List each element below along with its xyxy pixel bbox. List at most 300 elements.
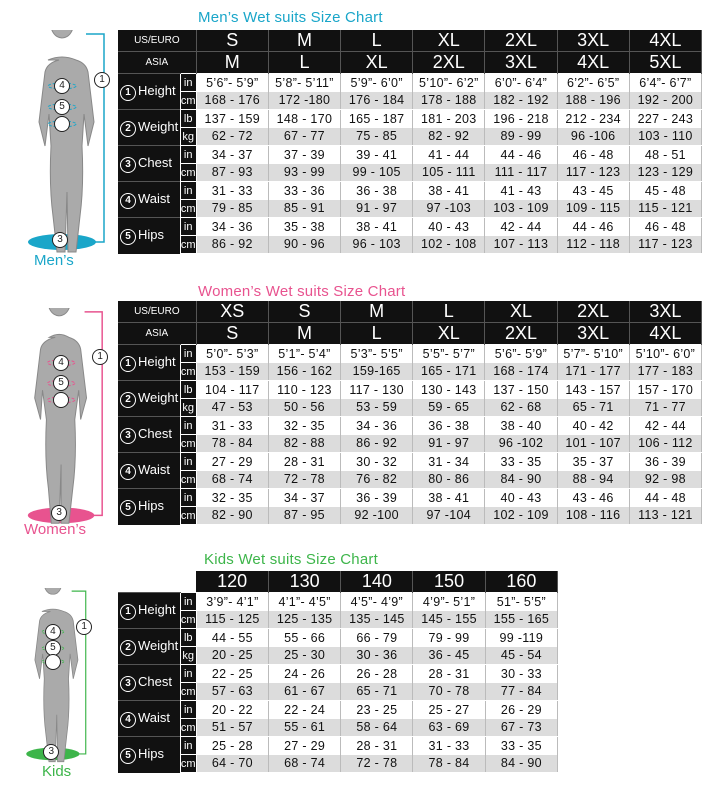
size-value-cell: 105 - 111: [413, 164, 485, 182]
body-silhouette-icon: [20, 588, 130, 768]
body-silhouette-icon: [20, 30, 130, 260]
size-value-cell: 82 - 88: [268, 435, 340, 453]
size-value-cell: 145 - 155: [413, 611, 485, 629]
size-value-cell: 51”- 5’5”: [485, 593, 557, 611]
size-value-cell: 64 - 70: [196, 755, 268, 773]
men-section: [0, 0, 726, 270]
size-value-cell: 103 - 109: [485, 200, 557, 218]
size-value-cell: 58 - 64: [341, 719, 413, 737]
size-value-cell: 59 - 65: [413, 399, 485, 417]
size-value-cell: 177 - 183: [629, 363, 701, 381]
women-section: [0, 270, 726, 540]
size-value-cell: 37 - 39: [268, 146, 340, 164]
size-value-cell: 53 - 59: [341, 399, 413, 417]
size-value-cell: 34 - 36: [196, 218, 268, 236]
table-row: [118, 417, 702, 435]
size-value-cell: 50 - 56: [268, 399, 340, 417]
table-row: [118, 471, 702, 489]
size-value-cell: 192 - 200: [629, 92, 701, 110]
size-value-cell: 5’5”- 5’7”: [413, 345, 485, 363]
size-value-cell: 55 - 66: [268, 629, 340, 647]
size-header-cell: 130: [268, 571, 340, 593]
size-value-cell: 5’8”- 5’11”: [268, 74, 340, 92]
measurement-label: [118, 381, 180, 417]
size-value-cell: 33 - 35: [485, 737, 557, 755]
size-value-cell: 172 -180: [268, 92, 340, 110]
measurement-label: [118, 146, 180, 182]
size-value-cell: 6’4”- 6’7”: [629, 74, 701, 92]
measurement-name: Weight: [138, 118, 179, 134]
size-value-cell: 89 - 99: [485, 128, 557, 146]
size-value-cell: 148 - 170: [268, 110, 340, 128]
height-bracket: [85, 312, 103, 515]
size-value-cell: 92 -100: [341, 507, 413, 525]
asia-size-cell: 4XL: [557, 52, 629, 74]
size-value-cell: 5’6”- 5’9”: [196, 74, 268, 92]
table-row: [118, 737, 558, 755]
unit-label: cm: [180, 164, 196, 182]
size-header-label: US/EURO: [118, 30, 196, 52]
men-figure: [20, 30, 130, 260]
measurement-name: Chest: [138, 673, 172, 689]
size-value-cell: 5’3”- 5’5”: [341, 345, 413, 363]
unit-label: in: [180, 453, 196, 471]
asia-size-cell: 2XL: [485, 323, 557, 345]
size-value-cell: 79 - 99: [413, 629, 485, 647]
size-value-cell: 47 - 53: [196, 399, 268, 417]
marker-undefined-icon: [54, 116, 70, 132]
body-shape: [39, 30, 94, 252]
size-value-cell: 44 - 55: [196, 629, 268, 647]
size-value-cell: 107 - 113: [485, 236, 557, 254]
kids-figure: [20, 588, 130, 768]
size-value-cell: 34 - 37: [196, 146, 268, 164]
size-value-cell: 6’2”- 6’5”: [557, 74, 629, 92]
measurement-number-icon: 3: [120, 676, 136, 692]
measurement-name: Chest: [138, 425, 172, 441]
measurement-number-icon: 3: [120, 157, 136, 173]
size-value-cell: 115 - 121: [629, 200, 701, 218]
measurement-label: [118, 417, 180, 453]
size-value-cell: 93 - 99: [268, 164, 340, 182]
measurement-number-icon: 5: [120, 229, 136, 245]
asia-size-cell: 3XL: [557, 323, 629, 345]
measurement-name: Height: [138, 601, 176, 617]
asia-size-cell: M: [196, 52, 268, 74]
size-value-cell: 40 - 42: [557, 417, 629, 435]
size-value-cell: 43 - 45: [557, 182, 629, 200]
size-value-cell: 99 - 105: [341, 164, 413, 182]
size-value-cell: 40 - 43: [485, 489, 557, 507]
size-value-cell: 102 - 108: [413, 236, 485, 254]
size-value-cell: 88 - 94: [557, 471, 629, 489]
unit-label: in: [180, 182, 196, 200]
table-row: [118, 435, 702, 453]
measurement-number-icon: 4: [120, 712, 136, 728]
size-value-cell: 20 - 22: [196, 701, 268, 719]
size-value-cell: 55 - 61: [268, 719, 340, 737]
unit-label: in: [180, 74, 196, 92]
table-row: [118, 218, 702, 236]
size-value-cell: 168 - 174: [485, 363, 557, 381]
size-value-cell: 91 - 97: [341, 200, 413, 218]
measurement-label: [118, 737, 180, 773]
size-value-cell: 4’9”- 5’1”: [413, 593, 485, 611]
size-value-cell: 110 - 123: [268, 381, 340, 399]
asia-size-cell: S: [196, 323, 268, 345]
size-value-cell: 84 - 90: [485, 755, 557, 773]
size-value-cell: 28 - 31: [268, 453, 340, 471]
size-header-label: US/EURO: [118, 301, 196, 323]
unit-label: in: [180, 665, 196, 683]
size-header-cell: XL: [485, 301, 557, 323]
men-figure-label: Men’s: [34, 252, 74, 269]
size-value-cell: 97 -104: [413, 507, 485, 525]
size-value-cell: 117 - 123: [629, 236, 701, 254]
measurement-label: [118, 629, 180, 665]
size-value-cell: 44 - 46: [557, 218, 629, 236]
size-value-cell: 30 - 36: [341, 647, 413, 665]
size-value-cell: 109 - 115: [557, 200, 629, 218]
size-value-cell: 143 - 157: [557, 381, 629, 399]
measurement-name: Hips: [138, 497, 165, 513]
size-value-cell: 165 - 187: [341, 110, 413, 128]
size-value-cell: 63 - 69: [413, 719, 485, 737]
size-value-cell: 103 - 110: [629, 128, 701, 146]
size-value-cell: 155 - 165: [485, 611, 557, 629]
size-value-cell: 188 - 196: [557, 92, 629, 110]
size-value-cell: 6’0”- 6’4”: [485, 74, 557, 92]
table-row: [118, 200, 702, 218]
size-value-cell: 85 - 91: [268, 200, 340, 218]
size-value-cell: 80 - 86: [413, 471, 485, 489]
size-value-cell: 35 - 38: [268, 218, 340, 236]
size-value-cell: 79 - 85: [196, 200, 268, 218]
size-value-cell: 70 - 78: [413, 683, 485, 701]
size-value-cell: 66 - 79: [341, 629, 413, 647]
size-value-cell: 71 - 77: [629, 399, 701, 417]
unit-label: lb: [180, 629, 196, 647]
unit-label: in: [180, 701, 196, 719]
size-value-cell: 101 - 107: [557, 435, 629, 453]
size-value-cell: 78 - 84: [196, 435, 268, 453]
size-value-cell: 38 - 40: [485, 417, 557, 435]
table-row: [118, 399, 702, 417]
unit-label: cm: [180, 92, 196, 110]
size-value-cell: 23 - 25: [341, 701, 413, 719]
size-value-cell: 5’1”- 5’4”: [268, 345, 340, 363]
table-row: [118, 665, 558, 683]
size-value-cell: 86 - 92: [196, 236, 268, 254]
women-size-table: [118, 301, 702, 525]
marker-undefined-icon: [53, 392, 69, 408]
measurement-name: Waist: [138, 190, 171, 206]
size-value-cell: 32 - 35: [268, 417, 340, 435]
size-header-cell: S: [268, 301, 340, 323]
size-value-cell: 51 - 57: [196, 719, 268, 737]
size-value-cell: 76 - 82: [341, 471, 413, 489]
size-header-cell: M: [341, 301, 413, 323]
size-value-cell: 135 - 145: [341, 611, 413, 629]
asia-size-cell: 3XL: [485, 52, 557, 74]
size-value-cell: 87 - 95: [268, 507, 340, 525]
size-value-cell: 82 - 92: [413, 128, 485, 146]
unit-label: cm: [180, 507, 196, 525]
size-value-cell: 96 -102: [485, 435, 557, 453]
unit-label: kg: [180, 647, 196, 665]
size-value-cell: 38 - 41: [341, 218, 413, 236]
size-header-cell: M: [268, 30, 340, 52]
size-value-cell: 42 - 44: [629, 417, 701, 435]
size-value-cell: 104 - 117: [196, 381, 268, 399]
size-value-cell: 5’6”- 5’9”: [485, 345, 557, 363]
size-value-cell: 86 - 92: [341, 435, 413, 453]
men-size-table: [118, 30, 702, 254]
size-value-cell: 5’0”- 5’3”: [196, 345, 268, 363]
table-row: [118, 182, 702, 200]
size-value-cell: 5’9”- 6’0”: [341, 74, 413, 92]
size-value-cell: 39 - 41: [341, 146, 413, 164]
size-value-cell: 20 - 25: [196, 647, 268, 665]
table-row: [118, 683, 558, 701]
size-value-cell: 67 - 73: [485, 719, 557, 737]
size-value-cell: 32 - 35: [196, 489, 268, 507]
unit-label: cm: [180, 200, 196, 218]
marker-1-icon: 1: [76, 619, 92, 635]
size-value-cell: 44 - 46: [485, 146, 557, 164]
measurement-number-icon: 5: [120, 500, 136, 516]
kids-figure-label: Kids: [42, 763, 72, 780]
table-row: [118, 128, 702, 146]
size-value-cell: 130 - 143: [413, 381, 485, 399]
unit-label: in: [180, 218, 196, 236]
size-value-cell: 168 - 176: [196, 92, 268, 110]
marker-4-icon: 4: [45, 624, 61, 640]
table-row: [118, 647, 558, 665]
size-value-cell: 26 - 29: [485, 701, 557, 719]
size-value-cell: 68 - 74: [196, 471, 268, 489]
size-header-cell: 120: [196, 571, 268, 593]
size-value-cell: 28 - 31: [413, 665, 485, 683]
measurement-name: Waist: [138, 709, 171, 725]
size-value-cell: 41 - 44: [413, 146, 485, 164]
size-value-cell: 77 - 84: [485, 683, 557, 701]
measurement-name: Hips: [138, 745, 165, 761]
size-value-cell: 165 - 171: [413, 363, 485, 381]
size-header-cell: 2XL: [557, 301, 629, 323]
size-value-cell: 113 - 121: [629, 507, 701, 525]
unit-label: kg: [180, 128, 196, 146]
size-value-cell: 112 - 118: [557, 236, 629, 254]
size-value-cell: 92 - 98: [629, 471, 701, 489]
size-value-cell: 181 - 203: [413, 110, 485, 128]
size-value-cell: 72 - 78: [341, 755, 413, 773]
size-value-cell: 34 - 37: [268, 489, 340, 507]
table-row: [118, 92, 702, 110]
unit-label: lb: [180, 110, 196, 128]
size-header-cell: XL: [413, 30, 485, 52]
size-value-cell: 87 - 93: [196, 164, 268, 182]
size-value-cell: 171 - 177: [557, 363, 629, 381]
size-value-cell: 96 - 103: [341, 236, 413, 254]
women-chart-title: Women’s Wet suits Size Chart: [198, 283, 406, 300]
measurement-label: [118, 74, 180, 110]
size-value-cell: 62 - 68: [485, 399, 557, 417]
women-figure-label: Women’s: [24, 521, 86, 538]
size-value-cell: 68 - 74: [268, 755, 340, 773]
body-shape: [35, 308, 87, 523]
size-value-cell: 97 -103: [413, 200, 485, 218]
marker-5-icon: 5: [53, 375, 69, 391]
unit-label: in: [180, 737, 196, 755]
size-header-cell: 3XL: [629, 301, 701, 323]
measurement-number-icon: 1: [120, 85, 136, 101]
marker-5-icon: 5: [54, 99, 70, 115]
size-value-cell: 34 - 36: [341, 417, 413, 435]
unit-label: lb: [180, 381, 196, 399]
size-value-cell: 28 - 31: [341, 737, 413, 755]
size-header-cell: 140: [341, 571, 413, 593]
asia-size-cell: L: [341, 323, 413, 345]
size-value-cell: 31 - 34: [413, 453, 485, 471]
size-value-cell: 33 - 35: [485, 453, 557, 471]
size-value-cell: 111 - 117: [485, 164, 557, 182]
size-value-cell: 36 - 38: [413, 417, 485, 435]
size-value-cell: 46 - 48: [557, 146, 629, 164]
unit-label: cm: [180, 755, 196, 773]
size-value-cell: 176 - 184: [341, 92, 413, 110]
size-value-cell: 91 - 97: [413, 435, 485, 453]
measurement-number-icon: 2: [120, 392, 136, 408]
kids-chart-title: Kids Wet suits Size Chart: [204, 551, 378, 568]
size-value-cell: 115 - 125: [196, 611, 268, 629]
size-value-cell: 46 - 48: [629, 218, 701, 236]
marker-undefined-icon: [45, 654, 61, 670]
size-value-cell: 41 - 43: [485, 182, 557, 200]
size-value-cell: 36 - 39: [629, 453, 701, 471]
table-row: [118, 74, 702, 92]
men-chart-title: Men’s Wet suits Size Chart: [198, 9, 383, 26]
size-value-cell: 67 - 77: [268, 128, 340, 146]
size-value-cell: 84 - 90: [485, 471, 557, 489]
unit-label: cm: [180, 471, 196, 489]
size-value-cell: 25 - 27: [413, 701, 485, 719]
size-value-cell: 31 - 33: [196, 182, 268, 200]
size-value-cell: 61 - 67: [268, 683, 340, 701]
size-value-cell: 3’9”- 4’1”: [196, 593, 268, 611]
marker-3-icon: 3: [51, 505, 67, 521]
body-silhouette-icon: [20, 308, 130, 533]
size-header-cell: L: [341, 30, 413, 52]
table-row: [118, 611, 558, 629]
size-header-cell: 4XL: [629, 30, 701, 52]
size-value-cell: 78 - 84: [413, 755, 485, 773]
table-row: [118, 755, 558, 773]
measurement-name: Chest: [138, 154, 172, 170]
table-row: [118, 593, 558, 611]
size-header-cell: L: [413, 301, 485, 323]
size-value-cell: 156 - 162: [268, 363, 340, 381]
asia-size-cell: M: [268, 323, 340, 345]
measurement-name: Weight: [138, 389, 179, 405]
size-value-cell: 38 - 41: [413, 489, 485, 507]
unit-label: cm: [180, 683, 196, 701]
unit-label: cm: [180, 236, 196, 254]
measurement-label: [118, 182, 180, 218]
size-value-cell: 65 - 71: [557, 399, 629, 417]
size-value-cell: 137 - 159: [196, 110, 268, 128]
size-value-cell: 40 - 43: [413, 218, 485, 236]
size-value-cell: 30 - 33: [485, 665, 557, 683]
asia-size-cell: 2XL: [413, 52, 485, 74]
size-header-cell: 2XL: [485, 30, 557, 52]
size-value-cell: 153 - 159: [196, 363, 268, 381]
unit-label: cm: [180, 611, 196, 629]
table-row: [118, 110, 702, 128]
asia-size-cell: XL: [413, 323, 485, 345]
size-value-cell: 99 -119: [485, 629, 557, 647]
size-value-cell: 82 - 90: [196, 507, 268, 525]
asia-size-cell: 4XL: [629, 323, 701, 345]
measurement-name: Hips: [138, 226, 165, 242]
marker-3-icon: 3: [52, 232, 68, 248]
table-row: [118, 507, 702, 525]
size-header-cell: 3XL: [557, 30, 629, 52]
size-value-cell: 24 - 26: [268, 665, 340, 683]
size-value-cell: 196 - 218: [485, 110, 557, 128]
size-value-cell: 43 - 46: [557, 489, 629, 507]
measurement-number-icon: 4: [120, 193, 136, 209]
size-value-cell: 31 - 33: [413, 737, 485, 755]
measurement-label: [118, 110, 180, 146]
size-header-label: [118, 571, 196, 593]
table-row: [118, 701, 558, 719]
size-value-cell: 178 - 188: [413, 92, 485, 110]
asia-size-cell: 5XL: [629, 52, 701, 74]
asia-header-label: ASIA: [118, 52, 196, 74]
table-row: [118, 345, 702, 363]
measurement-number-icon: 5: [120, 748, 136, 764]
unit-label: cm: [180, 435, 196, 453]
measurement-label: [118, 593, 180, 629]
size-header-cell: XS: [196, 301, 268, 323]
table-row: [118, 236, 702, 254]
size-value-cell: 26 - 28: [341, 665, 413, 683]
size-value-cell: 157 - 170: [629, 381, 701, 399]
table-row: [118, 489, 702, 507]
size-value-cell: 22 - 24: [268, 701, 340, 719]
size-value-cell: 25 - 30: [268, 647, 340, 665]
size-value-cell: 123 - 129: [629, 164, 701, 182]
size-value-cell: 75 - 85: [341, 128, 413, 146]
size-value-cell: 5’10”- 6’2”: [413, 74, 485, 92]
kids-size-table: [118, 571, 558, 773]
table-row: [118, 363, 702, 381]
measurement-label: [118, 665, 180, 701]
measurement-number-icon: 4: [120, 464, 136, 480]
marker-1-icon: 1: [92, 349, 108, 365]
asia-header-label: ASIA: [118, 323, 196, 345]
size-value-cell: 108 - 116: [557, 507, 629, 525]
size-value-cell: 106 - 112: [629, 435, 701, 453]
body-shape: [35, 588, 78, 762]
asia-size-cell: L: [268, 52, 340, 74]
measurement-name: Height: [138, 353, 176, 369]
marker-3-icon: 3: [43, 744, 59, 760]
table-row: [118, 453, 702, 471]
size-value-cell: 90 - 96: [268, 236, 340, 254]
measurement-number-icon: 3: [120, 428, 136, 444]
